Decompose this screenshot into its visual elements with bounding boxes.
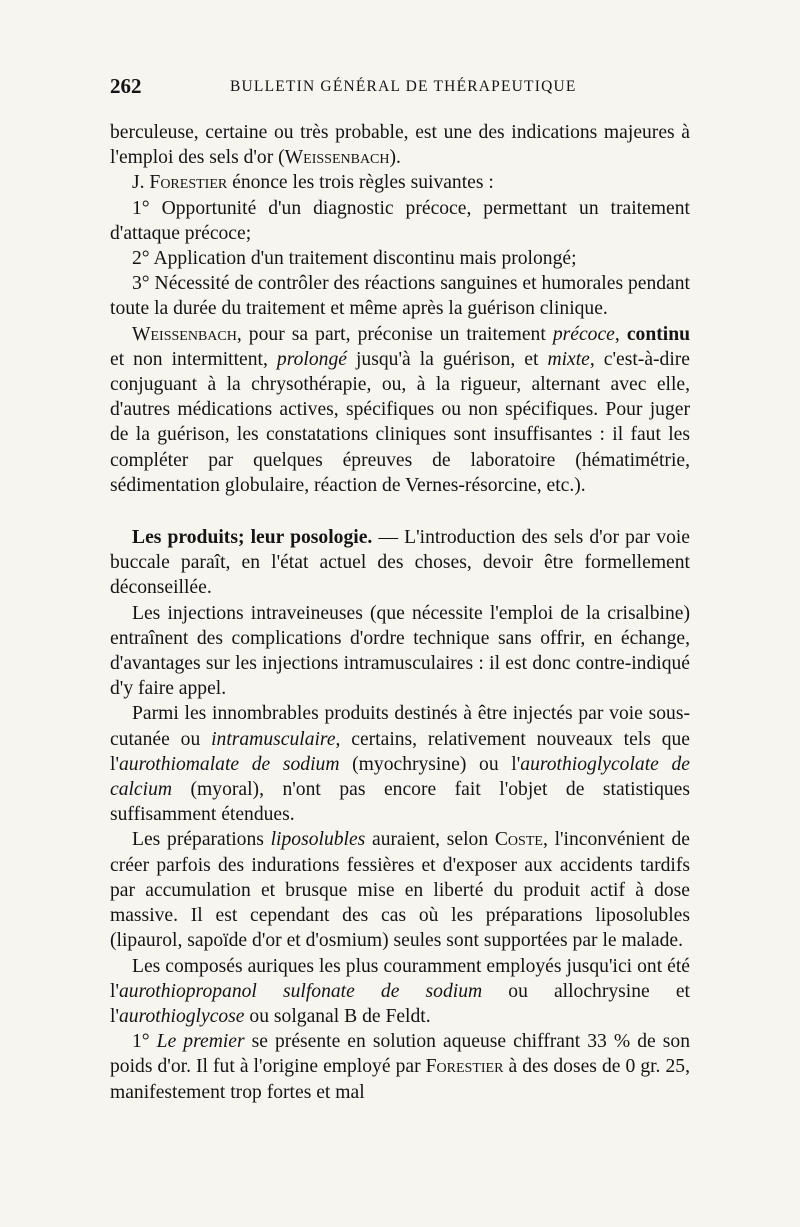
text-run: — L'introduction des sels d'or par voie buccale paraît, en l'état actuel des choses, devoir être formellement déconseillée. (110, 527, 691, 599)
paragraph-weissenbach (110, 322, 690, 498)
journal-title: BULLETIN GÉNÉRAL DE THÉRAPEUTIQUE (230, 78, 577, 95)
text-run: , l'inconvénient de créer parfois des indurations fessières et d'exposer aux accidents tardifs par accumulation et brusque mise en liberté du produit actif à dose massive. Il est cependant des cas où les préparations liposolubles (lipaurol, sapoïde d'or et d'osmium) seules sont supportées par le malade. (110, 829, 690, 952)
text-run: et non intermittent, (110, 348, 277, 370)
text-run: énonce les trois règles suivantes : (227, 172, 494, 194)
italic-term: aurothiomalate de sodium (118, 753, 340, 775)
author-name: Forestier (425, 1056, 504, 1078)
author-name: Coste (494, 829, 543, 851)
text-run: , pour sa part, préconise un traitement (236, 323, 553, 345)
text-run: (myoral), n'ont pas encore fait l'objet de statistiques suffisamment étendues. (110, 779, 690, 826)
author-name: Weissenbach (284, 147, 390, 169)
running-header (110, 74, 690, 104)
paragraph-first-compound (110, 1029, 690, 1105)
paragraph-products-section (110, 525, 690, 601)
text-run: 1° (132, 1031, 157, 1053)
italic-term: liposolubles (270, 829, 366, 851)
italic-term: précoce (552, 323, 615, 345)
text-run: Parmi les innombrables produits destinés à être injectés par voie sous-cutanée ou (110, 703, 690, 750)
text-run: ou solganal B de Feldt. (244, 1005, 431, 1027)
text-run: , certains, relativement nouveaux tels que l' (110, 728, 690, 775)
paragraph-continuation (110, 120, 690, 170)
italic-term: intramusculaire (211, 728, 336, 750)
text-run: , (614, 323, 627, 345)
author-name: J. Forestier (132, 172, 228, 194)
italic-term: aurothiopropanol sulfonate de sodium (118, 980, 483, 1002)
italic-term: aurothioglycolate de calcium (110, 753, 690, 801)
text-run: ou allochrysine et l' (110, 980, 690, 1027)
text-run: Les préparations (132, 829, 271, 851)
italic-term: mixte (547, 348, 590, 370)
article-body (110, 120, 690, 1105)
paragraph-liposolubles (110, 827, 690, 953)
section-heading: Les produits; leur posologie. (132, 527, 373, 549)
text-run: Les composés auriques les plus couramment employés jusqu'ici ont été l' (110, 955, 690, 1002)
bold-term: continu (626, 323, 690, 345)
text-run: ). (389, 147, 401, 169)
rule-item: 3° Nécessité de contrôler des réactions sanguines et humorales pendant toute la durée du traitement et même après la guérison clinique. (110, 273, 690, 320)
paragraph-forestier-rules-intro (110, 170, 690, 195)
text-run: berculeuse, certaine ou très probable, est une des indications majeures à l'emploi des sels d'or ( (110, 122, 690, 169)
text-run: à des doses de 0 gr. 25, manifestement trop fortes et mal (110, 1056, 690, 1103)
italic-term: prolongé (276, 348, 347, 370)
paragraph-auric-compounds (110, 954, 690, 1030)
paragraph-intravenous: Les injections intraveineuses (que nécessite l'emploi de la crisalbine) entraînent des complications d'ordre technique sans offrir, en échange, d'avantages sur les injections intramusculaires : il est donc contre-indiqué d'y faire appel. (110, 602, 690, 700)
rule-item: 2° Application d'un traitement discontinu mais prolongé; (132, 248, 577, 270)
author-name: Weissenbach (132, 323, 237, 345)
paragraph-injectables (110, 701, 690, 827)
page-number: 262 (110, 74, 142, 98)
rule-item: 1° Opportunité d'un diagnostic précoce, permettant un traitement d'attaque précoce; (110, 197, 690, 244)
text-run: , c'est-à-dire conjuguant à la chrysothérapie, ou, à la rigueur, alternant avec elle, d'autres médications actives, spécifiques ou non spécifiques. Pour juger de la guérison, les constatations cliniques sont insuffisantes : il faut les compléter par quelques épreuves de laboratoire (hématimétrie, sédimentation globulaire, réaction de Vernes-résorcine, etc.). (110, 348, 690, 496)
text-run: se présente en solution aqueuse chiffrant 33 % de son poids d'or. Il fut à l'origine employé par (110, 1031, 690, 1078)
text-run: (myochrysine) ou l' (339, 753, 521, 775)
text-run: auraient, selon (365, 829, 495, 851)
text-run: jusqu'à la guérison, et (346, 348, 548, 370)
italic-term: aurothioglycose (118, 1005, 245, 1027)
italic-term: Le premier (156, 1031, 245, 1053)
